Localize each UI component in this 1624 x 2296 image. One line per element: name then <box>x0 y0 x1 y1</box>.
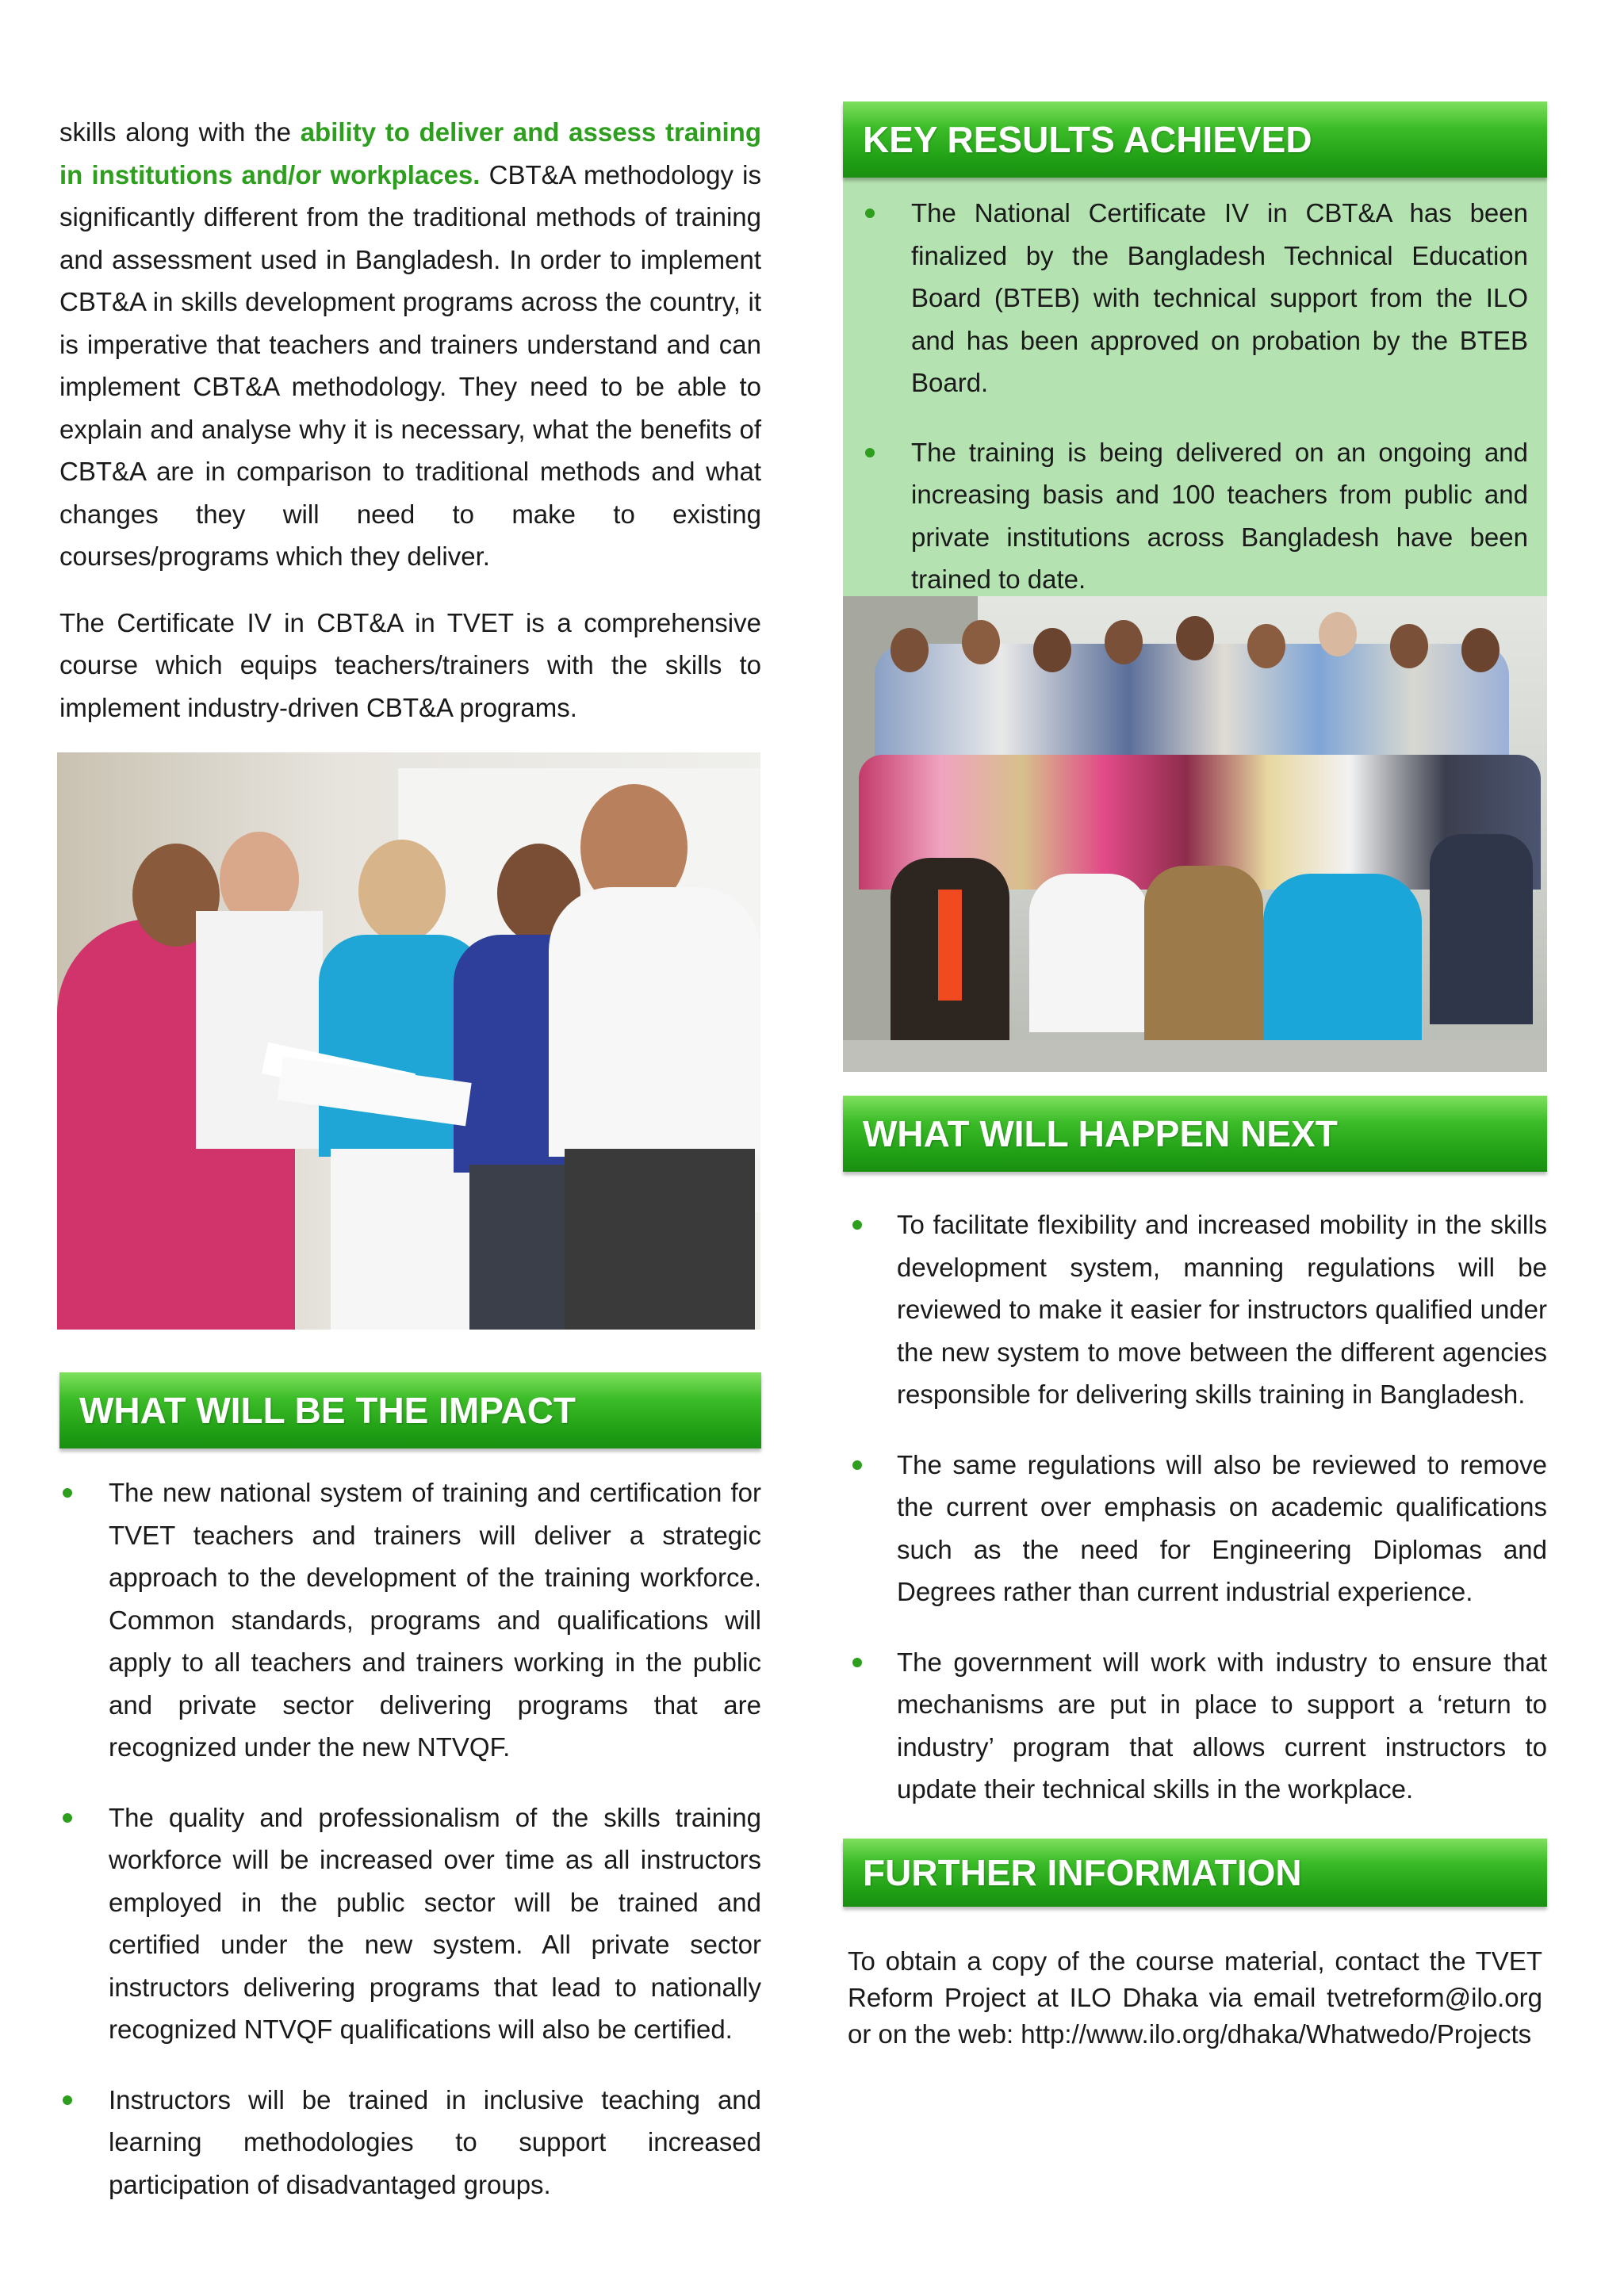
next-list <box>843 1203 1547 1811</box>
further-info-heading: FURTHER INFORMATION <box>843 1839 1547 1907</box>
right-column <box>843 101 1547 2053</box>
key-result-item-2: The training is being delivered on an ongoing and increasing basis and 100 teachers from public and private institutions across Bangladesh have been trained to date. <box>862 431 1528 601</box>
impact-heading: WHAT WILL BE THE IMPACT <box>59 1372 761 1448</box>
intro-text-start: skills along with the <box>59 117 301 147</box>
key-results-box <box>843 178 1547 596</box>
key-results-list <box>862 192 1528 601</box>
impact-list <box>59 1471 761 2206</box>
certificate-paragraph: The Certificate IV in CBT&A in TVET is a comprehensive course which equips teachers/trainers with the skills to implement industry-driven CBT&A programs. <box>59 607 761 722</box>
next-item-1: To facilitate flexibility and increased mobility in the skills development system, manning regulations will be reviewed to make it easier for instructors qualified under the new system to move between the different agencies responsible for delivering skills training in Bangladesh. <box>849 1203 1547 1416</box>
next-item-3: The government will work with industry to ensure that mechanisms are put in place to support a ‘return to industry’ program that allows current instructors to update their technical skills in the workplace. <box>849 1641 1547 1811</box>
further-info-text: To obtain a copy of the course material, contact the TVET Reform Project at ILO Dhaka via email tvetreform@ilo.org or on the web: http://www.ilo.org/dhaka/Whatwedo/Projects <box>848 1946 1542 2049</box>
group-photo <box>843 596 1547 1072</box>
intro-highlight: ability to deliver and assess training in institutions and/or workplaces. <box>59 117 761 189</box>
impact-item-3: Instructors will be trained in inclusive teaching and learning methodologies to support increased participation of disadvantaged groups. <box>59 2079 761 2206</box>
next-heading: WHAT WILL HAPPEN NEXT <box>843 1096 1547 1172</box>
impact-item-2: The quality and professionalism of the skills training workforce will be increased over time as all instructors employed in the public sector will be trained and certified under the new system. All private sector instructors delivering programs that lead to nationally recognized NTVQF qualifications will also be certified. <box>59 1797 761 2051</box>
impact-item-1: The new national system of training and certification for TVET teachers and trainers will deliver a strategic approach to the development of the training workforce. Common standards, programs and qualifications will apply to all teachers and trainers working in the public and private sector delivering programs that are recognized under the new NTVQF. <box>59 1471 761 1769</box>
next-item-2: The same regulations will also be reviewed to remove the current over emphasis on academic qualifications such as the need for Engineering Diplomas and Degrees rather than current industrial experience. <box>849 1444 1547 1613</box>
key-result-item-1: The National Certificate IV in CBT&A has been finalized by the Bangladesh Technical Education Board (BTEB) with technical support from the ILO and has been approved on probation by the BTEB Board. <box>862 192 1528 404</box>
intro-text-end: CBT&A methodology is significantly different from the traditional methods of training and assessment used in Bangladesh. In order to implement CBT&A in skills development programs across the country, it is imperative that teachers and trainers understand and can implement CBT&A methodology. They need to be able to explain and analyse why it is necessary, what the benefits of CBT&A are in comparison to traditional methods and what changes they will need to make to existing courses/programs which they deliver. <box>59 159 761 571</box>
intro-paragraph <box>59 111 761 578</box>
certificate-handover-photo <box>57 752 760 1330</box>
key-results-heading: KEY RESULTS ACHIEVED <box>843 101 1547 178</box>
left-column <box>59 111 761 2233</box>
